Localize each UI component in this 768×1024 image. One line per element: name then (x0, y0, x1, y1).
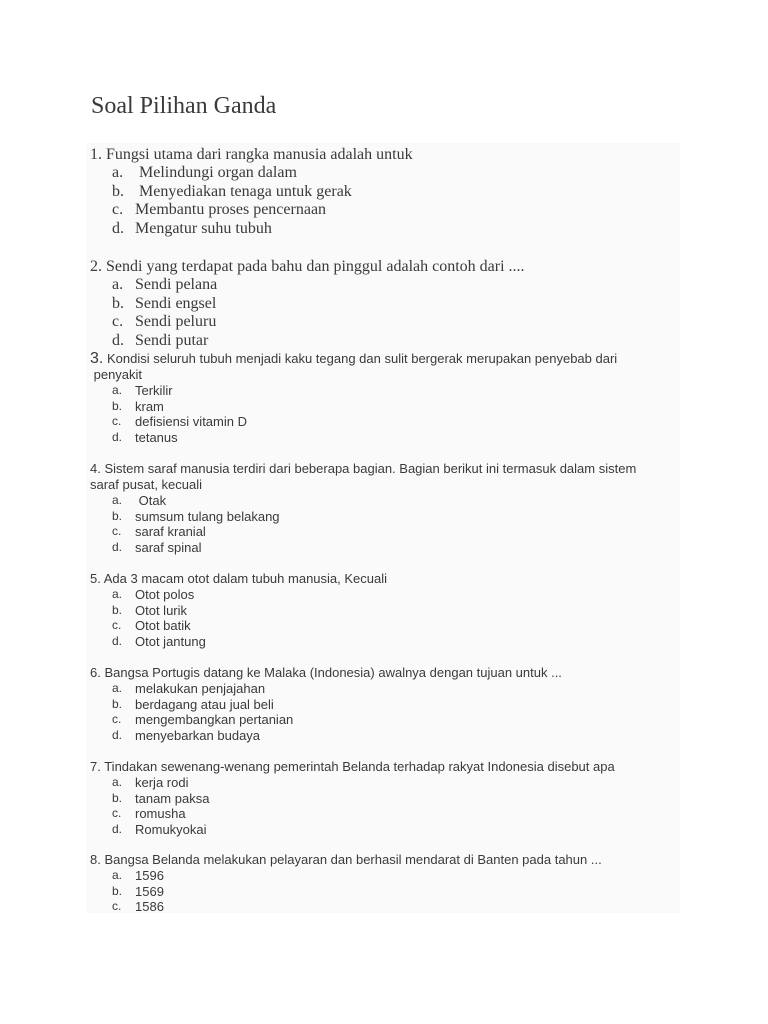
option-6c: c. mengembangkan pertanian (112, 712, 294, 728)
option-2c: c. Sendi peluru (112, 313, 217, 331)
question-4 (90, 461, 665, 555)
option-3a: a. Terkilir (112, 383, 173, 398)
option-7a: a. kerja rodi (112, 775, 189, 790)
question-3-stem: 3. Kondisi seluruh tubuh menjadi kaku tegang dan sulit bergerak merupakan penyebab dari (90, 350, 618, 367)
option-8c: c. 1586 (112, 899, 164, 915)
option-7c: c. romusha (112, 806, 186, 822)
question-8 (90, 852, 665, 915)
option-5d: d. Otot jantung (112, 633, 206, 649)
option-5b: b. Otot lurik (112, 602, 188, 618)
question-3 (90, 351, 665, 445)
question-1 (90, 145, 665, 239)
question-5 (90, 571, 665, 649)
option-6b: b. berdagang atau jual beli (112, 696, 274, 712)
question-6-stem: 6. Bangsa Portugis datang ke Malaka (Indonesia) awalnya dengan tujuan untuk ... (90, 665, 562, 680)
option-1b: b. Menyediakan tenaga untuk gerak (112, 182, 352, 200)
question-5-stem: 5. Ada 3 macam otot dalam tubuh manusia, Kecuali (90, 571, 388, 586)
question-4-stem: 4. Sistem saraf manusia terdiri dari beberapa bagian. Bagian berikut ini termasuk dalam sistem saraf pusat, kecuali (90, 461, 637, 492)
question-8-stem: 8. Bangsa Belanda melakukan pelayaran dan berhasil mendarat di Banten pada tahun ... (90, 852, 602, 867)
option-4a: a. Otak (112, 493, 167, 508)
option-5c: c. Otot batik (112, 618, 191, 634)
option-4c: c. saraf kranial (112, 524, 206, 540)
question-1-stem: 1. Fungsi utama dari rangka manusia adalah untuk (90, 146, 413, 163)
question-7-stem: 7. Tindakan sewenang-wenang pemerintah Belanda terhadap rakyat Indonesia disebut apa (90, 759, 615, 774)
option-1c: c. Membantu proses pencernaan (112, 201, 327, 219)
option-1d: d. Mengatur suhu tubuh (112, 220, 272, 238)
option-8b: b. 1569 (112, 883, 164, 899)
option-1a: a. Melindungi organ dalam (112, 164, 297, 181)
option-8a: a. 1596 (112, 868, 164, 883)
option-4d: d. saraf spinal (112, 539, 202, 555)
option-4b: b. sumsum tulang belakang (112, 508, 280, 524)
page-title: Soal Pilihan Ganda (91, 93, 277, 119)
question-3-stem-continued: penyakit (90, 367, 143, 382)
question-7 (90, 759, 665, 837)
option-2a: a. Sendi pelana (112, 276, 218, 293)
option-3b: b. kram (112, 398, 164, 414)
option-7b: b. tanam paksa (112, 790, 210, 806)
question-2 (90, 257, 665, 351)
option-7d: d. Romukyokai (112, 821, 207, 837)
option-5a: a. Otot polos (112, 587, 195, 602)
option-3d: d. tetanus (112, 429, 178, 445)
option-6d: d. menyebarkan budaya (112, 727, 261, 743)
option-3c: c. defisiensi vitamin D (112, 414, 247, 430)
option-2d: d. Sendi putar (112, 332, 209, 350)
question-2-stem: 2. Sendi yang terdapat pada bahu dan pinggul adalah contoh dari .... (90, 258, 525, 275)
option-2b: b. Sendi engsel (112, 294, 217, 312)
question-6 (90, 665, 665, 743)
option-6a: a. melakukan penjajahan (112, 681, 266, 696)
